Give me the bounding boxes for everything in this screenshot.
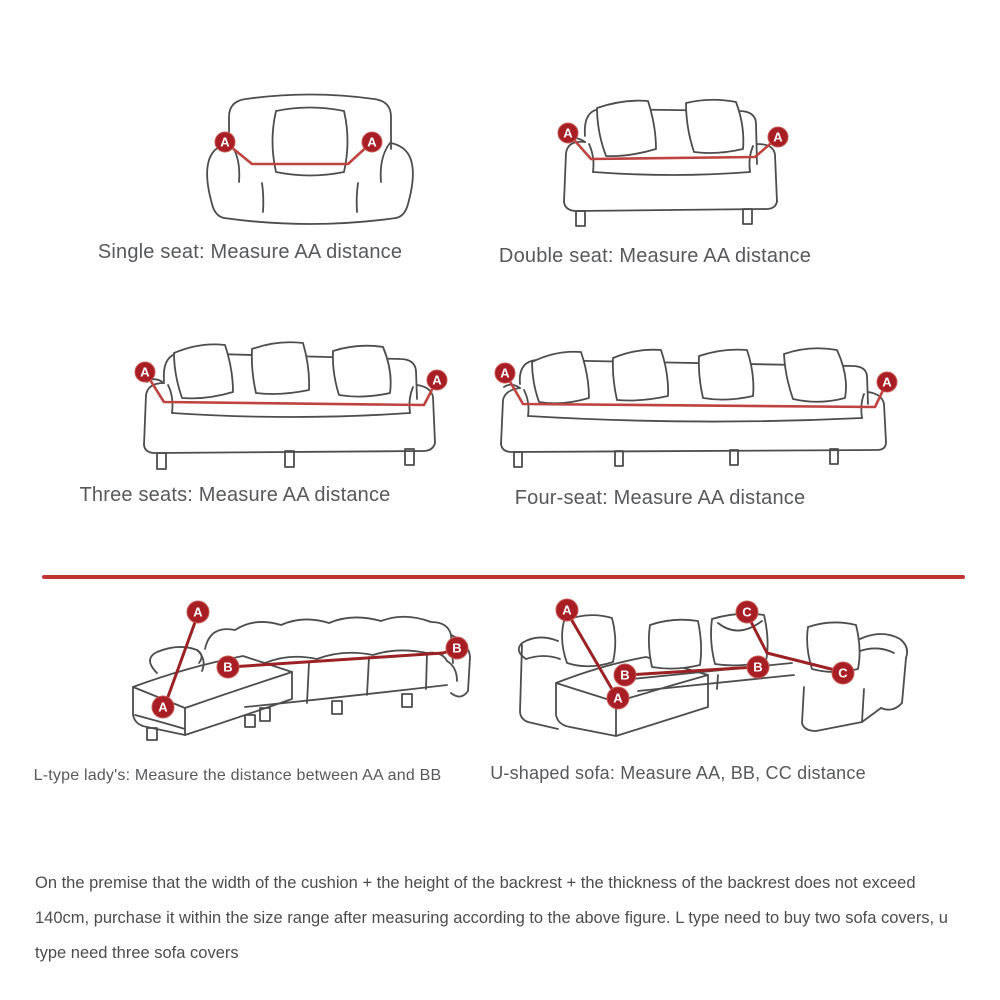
svg-text:A: A [193,604,203,620]
svg-text:B: B [452,640,462,656]
single-seat-diagram [200,85,420,235]
svg-text:B: B [620,667,630,683]
marker-badge-a [215,132,235,152]
svg-text:A: A [562,602,572,618]
svg-text:A: A [158,699,168,715]
u-shaped-sofa-sketch [510,595,930,763]
marker-badge-c [736,601,758,623]
measurement-note: On the premise that the width of the cushion + the height of the backrest + the thickness of the backrest does not exceed 140cm, purchase it within the size range after measuring according to the above figure. L type need to buy two sofa covers, u type need three sofa covers [35,874,948,962]
four-seat-diagram [490,340,900,482]
svg-text:A: A [367,134,377,150]
marker-badge-a [427,370,447,390]
svg-text:A: A [220,134,230,150]
svg-text:C: C [742,604,752,620]
marker-badge-a [135,362,155,382]
marker-badge-b [217,656,239,678]
marker-badge-a [187,601,209,623]
marker-badge-a [556,599,578,621]
marker-badge-b [614,664,636,686]
svg-text:A: A [500,365,510,381]
marker-badge-a [768,127,788,147]
svg-text:A: A [563,125,573,141]
svg-text:B: B [223,659,233,675]
u-shaped-diagram [510,595,930,763]
caption-single-seat: Single seat: Measure AA distance [97,241,403,263]
marker-badge-b [446,637,468,659]
l-type-sofa-sketch [95,595,475,763]
svg-text:B: B [753,659,763,675]
double-seat-sofa-sketch [545,90,795,235]
caption-u-shaped: U-shaped sofa: Measure AA, BB, CC distance [490,763,866,783]
caption-l-type: L-type lady's: Measure the distance between AA and BB [33,767,442,784]
svg-text:A: A [773,129,783,145]
marker-badge-a [495,363,515,383]
svg-text:A: A [882,374,892,390]
caption-four-seat: Four-seat: Measure AA distance [514,487,806,509]
double-seat-diagram [545,90,795,235]
marker-badge-a [152,696,174,718]
svg-text:A: A [613,690,623,706]
marker-badge-a [558,123,578,143]
svg-text:A: A [140,364,150,380]
single-seat-sofa-sketch [200,85,420,235]
svg-text:C: C [838,665,848,681]
marker-badge-b [747,656,769,678]
three-seats-diagram [130,335,450,483]
four-seat-sofa-sketch [490,340,900,482]
marker-badge-c [832,662,854,684]
three-seats-sofa-sketch [130,335,450,483]
marker-badge-a [362,132,382,152]
marker-badge-a [877,372,897,392]
section-divider-line [42,575,965,579]
caption-three-seats: Three seats: Measure AA distance [79,484,391,506]
l-type-diagram [95,595,475,763]
svg-text:A: A [432,372,442,388]
caption-double-seat: Double seat: Measure AA distance [498,245,812,267]
marker-badge-a [607,687,629,709]
